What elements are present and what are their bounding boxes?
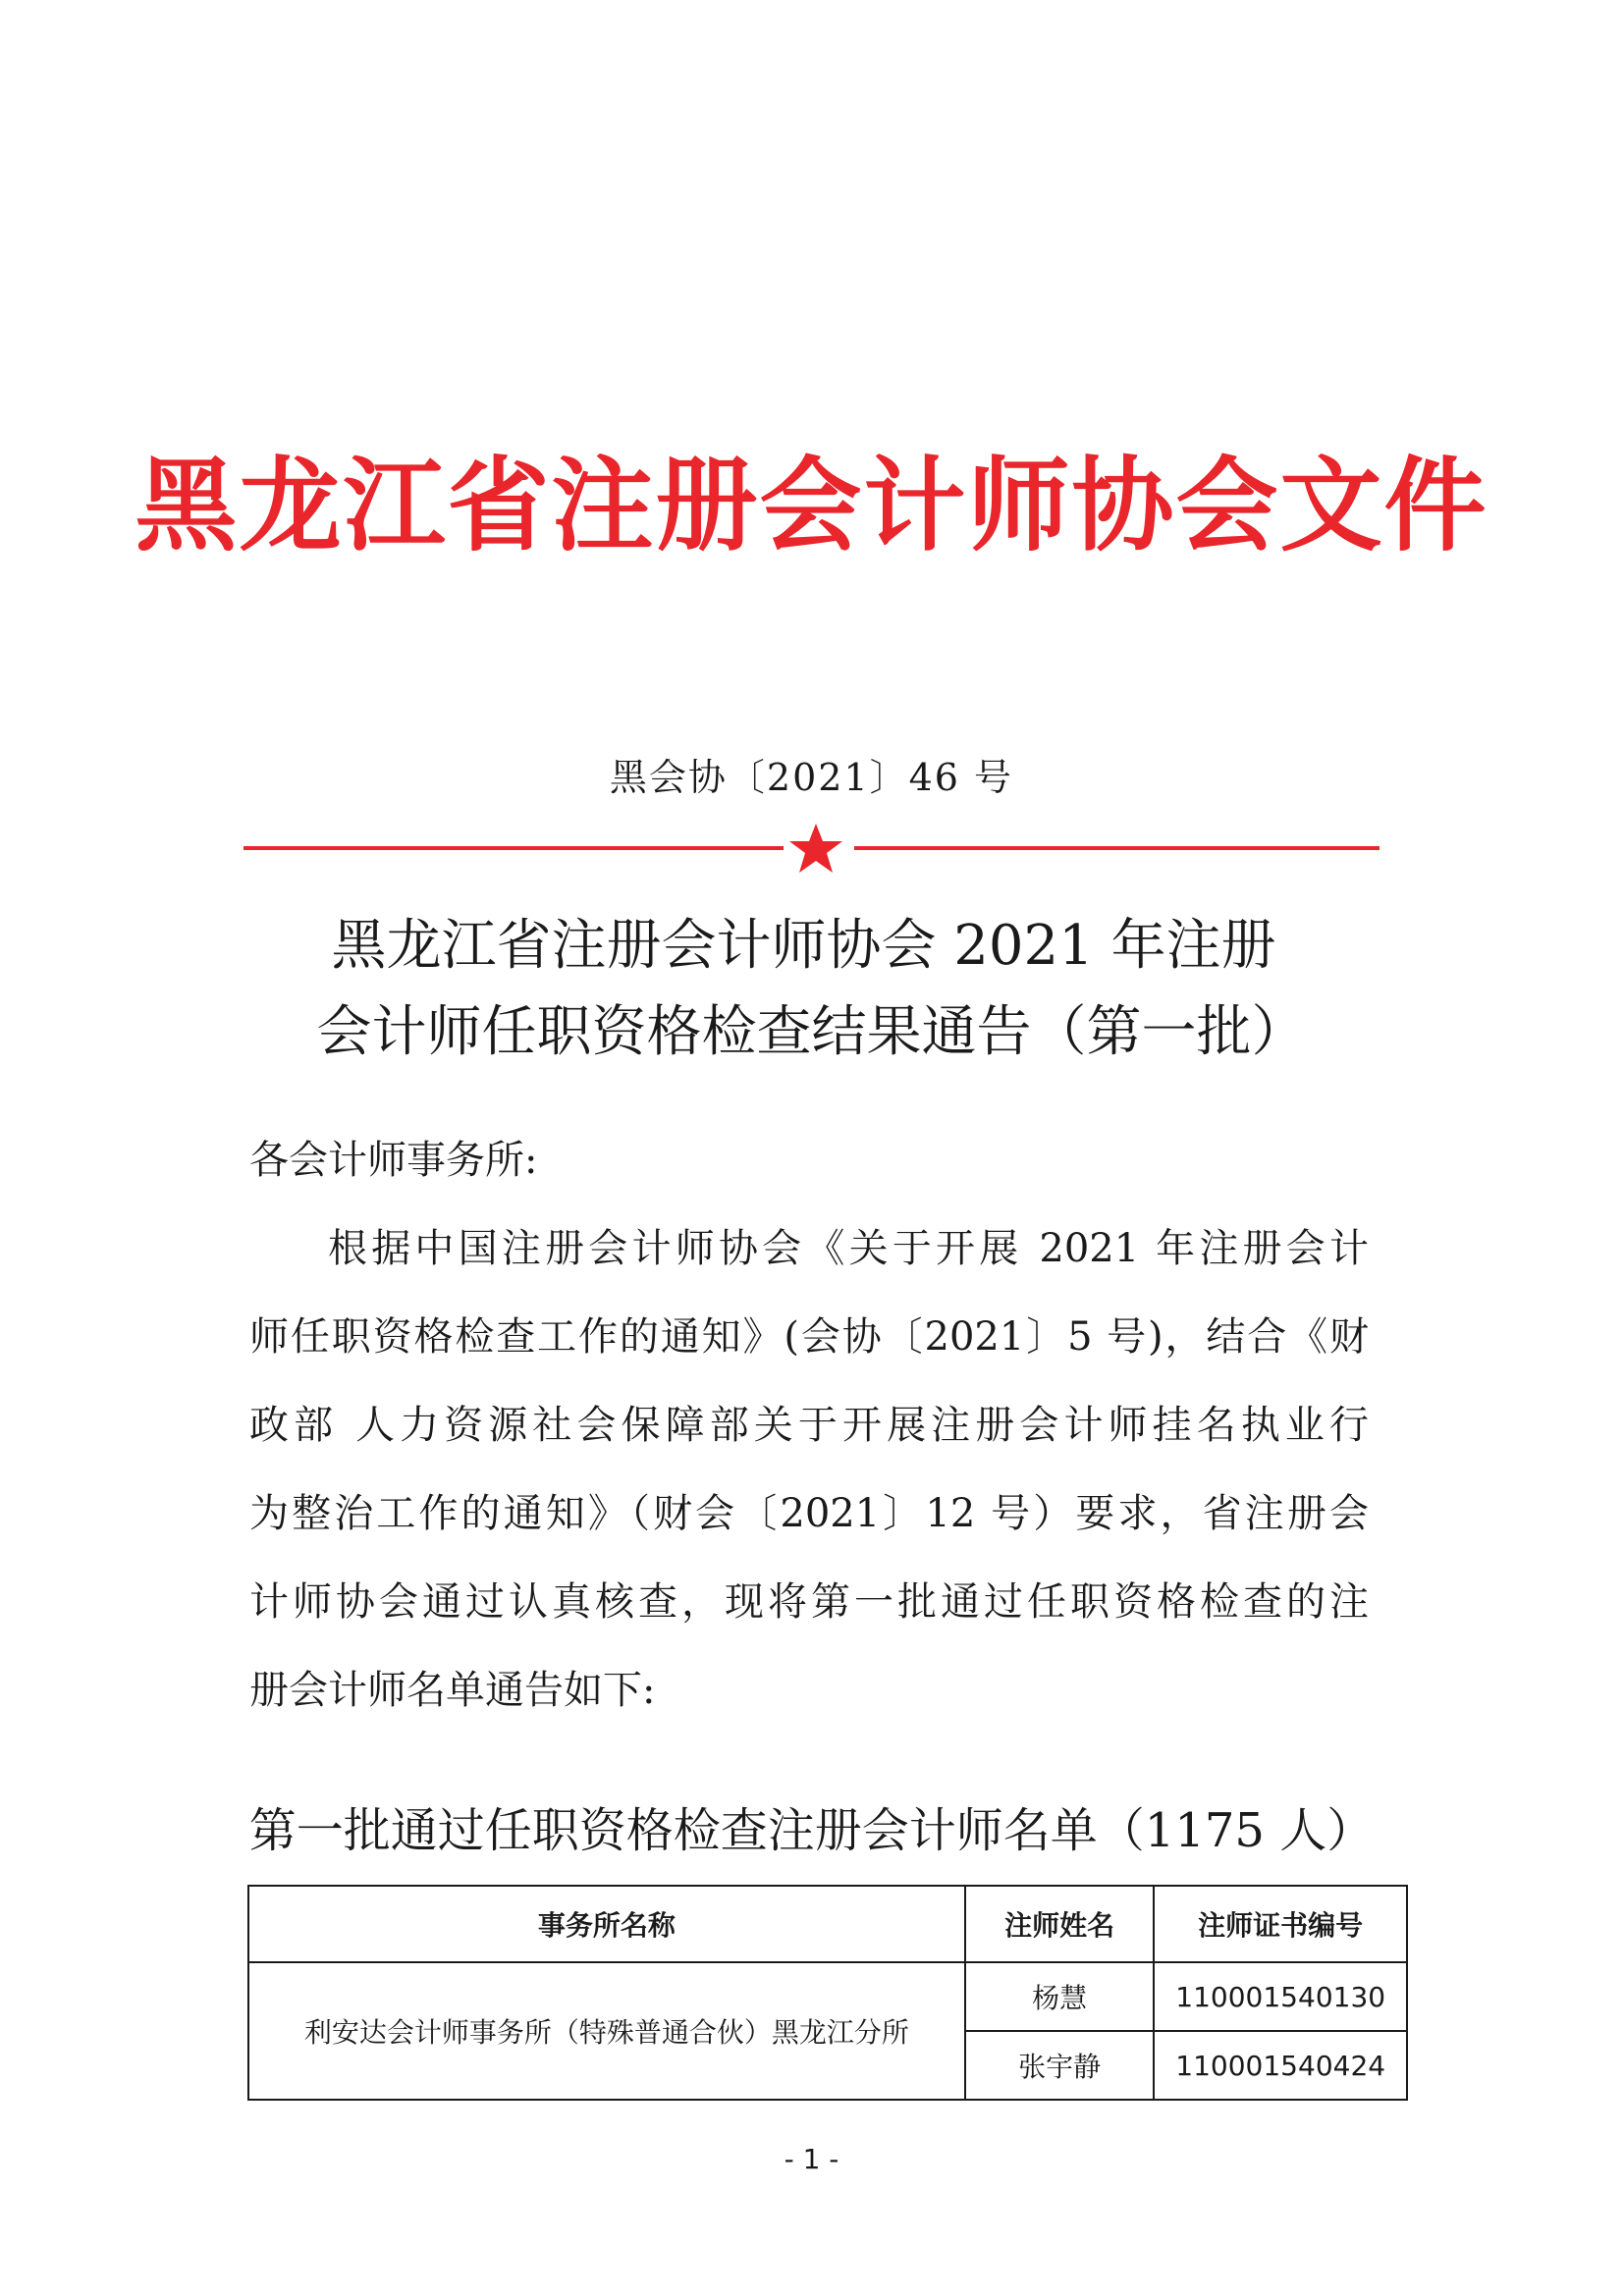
body-paragraph-line: 为整治工作的通知》（财会〔2021〕12 号）要求，省注册会	[249, 1491, 1369, 1536]
body-paragraph-line: 计师协会通过认真核查，现将第一批通过任职资格检查的注	[249, 1579, 1369, 1625]
cpa-name-cell: 张宇静	[965, 2031, 1155, 2100]
page-number: - 1 -	[784, 2143, 839, 2175]
table-header-row	[248, 1886, 1407, 1962]
document-title-line-1: 黑龙江省注册会计师协会 2021 年注册	[331, 914, 1276, 978]
body-paragraph-line: 册会计师名单通告如下:	[249, 1668, 656, 1713]
red-rule-left	[243, 846, 784, 850]
salutation: 各会计师事务所:	[249, 1138, 538, 1183]
header-cpa-name: 注师姓名	[965, 1886, 1155, 1962]
document-number: 黑会协〔2021〕46 号	[609, 756, 1014, 799]
firm-name-cell: 利安达会计师事务所（特殊普通合伙）黑龙江分所	[248, 1962, 965, 2100]
star-icon	[787, 822, 844, 875]
red-rule-right	[854, 846, 1380, 850]
list-title: 第一批通过任职资格检查注册会计师名单（1175 人）	[248, 1803, 1375, 1858]
document-masthead: 黑龙江省注册会计师协会文件	[135, 446, 1488, 565]
body-paragraph-line: 政部 人力资源社会保障部关于开展注册会计师挂名执业行	[249, 1403, 1369, 1448]
cert-number-cell: 110001540424	[1154, 2031, 1407, 2100]
cpa-roster-table	[247, 1885, 1408, 2101]
cert-number-cell: 110001540130	[1154, 1962, 1407, 2031]
cpa-name-cell: 杨慧	[965, 1962, 1155, 2031]
table-row	[248, 1962, 1407, 2031]
header-firm-name: 事务所名称	[248, 1886, 965, 1962]
body-paragraph-line: 师任职资格检查工作的通知》(会协〔2021〕5 号)，结合《财	[249, 1314, 1369, 1360]
header-cert-number: 注师证书编号	[1154, 1886, 1407, 1962]
body-paragraph-line: 根据中国注册会计师协会《关于开展 2021 年注册会计	[328, 1226, 1369, 1271]
document-title-line-2: 会计师任职资格检查结果通告（第一批）	[316, 1000, 1307, 1064]
